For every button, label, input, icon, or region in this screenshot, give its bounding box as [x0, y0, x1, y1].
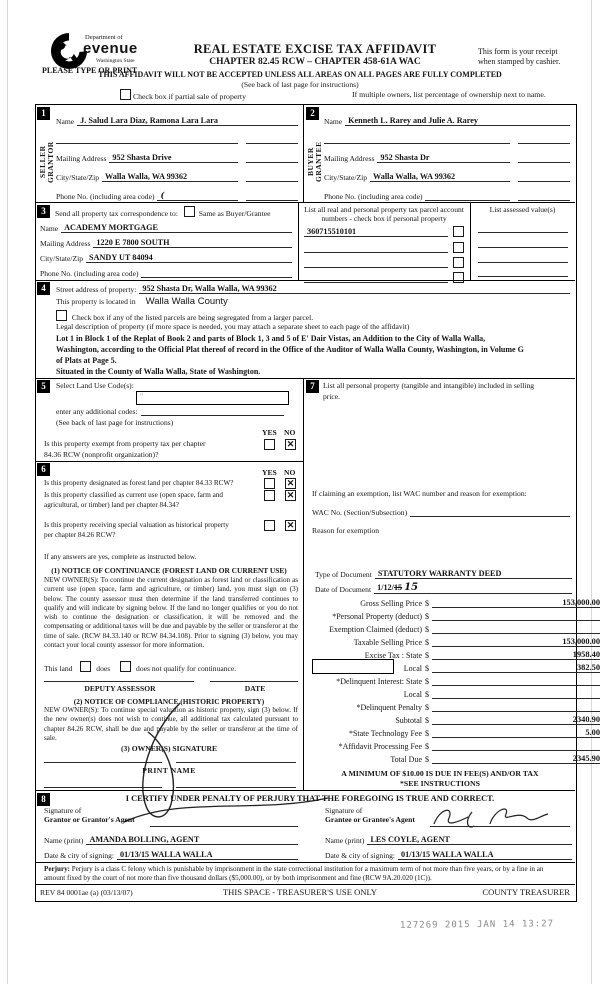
dollar-sign: $ — [425, 638, 429, 647]
perjury-text — [44, 865, 566, 883]
money-value[interactable]: 153,000.00 — [432, 598, 600, 608]
buyer-name-label: Name — [324, 117, 343, 126]
seller-pct-line[interactable] — [246, 143, 298, 144]
money-label: *State Technology Fee — [348, 729, 422, 738]
deputy-assessor-label: DEPUTY ASSESSOR — [84, 684, 156, 693]
dollar-sign: $ — [425, 664, 429, 673]
section-6-badge: 6 — [37, 463, 50, 476]
s6-q2-line2: agricultural, or timber) land per chapter 84.34? — [44, 501, 179, 509]
dollar-sign: $ — [425, 755, 429, 764]
x-mark: ✕ — [286, 478, 295, 488]
money-value[interactable] — [432, 620, 600, 621]
personal-property-line2: price. — [323, 392, 341, 401]
seller-csz-row — [56, 168, 298, 182]
s6-q1: Is this property designated as forest land per chapter 84.33 RCW? — [44, 479, 234, 487]
owner-signature-title: (3) OWNER(S) SIGNATURE — [120, 744, 218, 753]
money-value[interactable] — [432, 750, 600, 751]
money-value[interactable] — [432, 633, 600, 634]
dollar-sign: $ — [425, 742, 429, 751]
s5-q1-no-checkbox[interactable] — [285, 439, 296, 450]
grantee-date-label: Date & city of signing: — [325, 851, 396, 860]
land-use-code-value: " — [140, 392, 144, 401]
continuance-title: (1) NOTICE OF CONTINUANCE (FOREST LAND OR CURRENT USE) — [51, 566, 287, 575]
county-treasurer-label: COUNTY TREASURER — [482, 887, 570, 897]
grantee-name-row — [325, 832, 572, 845]
scan-edge-right — [591, 0, 592, 984]
grantee-date-value[interactable]: 01/13/15 WALLA WALLA — [398, 850, 572, 860]
segregated-row — [56, 310, 313, 322]
s6-no-header: NO — [284, 468, 296, 477]
qualify-row — [44, 661, 236, 673]
seller-side-label-1: SELLER — [38, 145, 47, 179]
parcel-row-3 — [304, 255, 464, 268]
s3-name-value[interactable]: ACADEMY MORTGAGE — [61, 223, 292, 233]
money-label: *Affidavit Processing Fee — [338, 742, 422, 751]
money-label: *Personal Property (deduct) — [332, 612, 422, 621]
buyer-pct-line[interactable] — [518, 143, 570, 144]
section-8-badge: 8 — [37, 793, 50, 806]
seller-mailing-label: Mailing Address — [56, 154, 107, 163]
grantor-name-value[interactable]: AMANDA BOLLING, AGENT — [86, 835, 298, 845]
money-row — [290, 596, 600, 608]
buyer-pct-line[interactable] — [518, 162, 570, 163]
money-label: *Delinquent Interest: State — [336, 677, 422, 686]
assessed-line-2[interactable] — [478, 247, 568, 248]
grantee-sig-label: Grantee or Grantee's Agent — [325, 815, 415, 824]
doc-type-row — [315, 566, 572, 579]
seller-csz-value[interactable]: Walla Walla, WA 99362 — [102, 172, 238, 182]
parcel-row-1 — [304, 224, 464, 237]
continuance-body: NEW OWNER(S): To continue the current designation as forest land or classification as current use (open space, farm and agriculture, or timber) land, you must sign on (3) below. The county assessor must then determine if the land transferred continues to qualify and will indicate by signing below. If the land no longer qualifies or you do not wish to continue the designation or classification, it will be removed and the compensating or additional taxes will be due and payable by the seller or transferor at the time of sale. (RCW 84.33.140 or RCW 84.34.108). Prior to signing (3) below, you may contact your local county assessor for more information. — [44, 576, 298, 650]
seller-csz-label: City/State/Zip — [56, 173, 100, 182]
money-value[interactable]: 2340.90 — [432, 715, 600, 725]
s6-q1-yes-checkbox[interactable] — [264, 478, 275, 489]
dollar-sign: $ — [425, 703, 429, 712]
dollar-sign: $ — [425, 677, 429, 686]
land-use-title: Select Land Use Code(s): — [56, 381, 134, 390]
buyer-csz-value[interactable]: Walla Walla, WA 99362 — [370, 172, 510, 182]
located-label: This property is located in — [56, 297, 136, 306]
money-value[interactable]: 2345.90 — [432, 754, 600, 764]
s6-q2-yes-checkbox[interactable] — [264, 490, 275, 501]
grantor-signature-line[interactable] — [150, 826, 298, 827]
s3-send-label: Send all property tax correspondence to: — [55, 209, 178, 218]
doc-type-label: Type of Document — [315, 570, 372, 579]
grantee-name-label: Name (print) — [325, 836, 365, 845]
receipt-note-2: when stamped by cashier. — [478, 57, 561, 66]
form-title: REAL ESTATE EXCISE TAX AFFIDAVIT — [193, 42, 437, 56]
money-row — [290, 700, 600, 712]
located-value[interactable]: Walla Walla County — [145, 296, 228, 307]
compliance-title: (2) NOTICE OF COMPLIANCE (HISTORIC PROPERTY) — [73, 697, 265, 706]
grantor-name-label: Name (print) — [44, 836, 84, 845]
additional-codes-row — [56, 404, 284, 416]
buyer-csz-label: City/State/Zip — [324, 173, 368, 182]
s6-yes-header: YES — [262, 468, 277, 477]
dollar-sign: $ — [425, 625, 429, 634]
money-label: Local — [403, 690, 422, 699]
s6-if-any: If any answers are yes, complete as instructed below. — [44, 553, 197, 561]
seller-mailing-row — [56, 149, 298, 163]
buyer-grantee-side-label — [307, 128, 323, 196]
money-value[interactable]: 382.50 — [432, 663, 600, 673]
parcel-3-value[interactable] — [304, 267, 448, 268]
seller-phone-value[interactable]: ( — [157, 190, 238, 201]
s6-q2-no-checkbox[interactable] — [285, 490, 296, 501]
qualify-label-3: does not qualify for continuance. — [136, 664, 237, 673]
money-value[interactable] — [432, 711, 600, 712]
does-checkbox[interactable] — [80, 661, 91, 672]
reason-label: Reason for exemption — [312, 526, 380, 535]
buyer-mailing-label: Mailing Address — [324, 154, 375, 163]
x-mark: ✕ — [286, 520, 295, 530]
buyer-mailing-row — [324, 149, 570, 163]
money-label: Taxable Selling Price — [353, 638, 422, 647]
money-row — [290, 739, 600, 751]
s5-no-header: NO — [284, 428, 296, 437]
logo-dept-text: Department of — [85, 34, 123, 41]
s5-seeback: (See back of last page for instructions) — [56, 418, 174, 427]
assessor-date-label: DATE — [244, 684, 266, 693]
wac-value[interactable] — [410, 516, 570, 517]
seller-extra-row — [56, 130, 298, 144]
legal-line-3: of Plats at Page 5. — [56, 356, 117, 365]
buyer-csz-row — [324, 168, 570, 182]
parcel-header-1: List all real and personal property tax parcel account — [304, 205, 464, 214]
s3-name-row — [40, 219, 292, 233]
s6-q3-line2: per chapter 84.26 RCW? — [44, 531, 116, 539]
grantee-signature-scribble — [428, 804, 558, 832]
money-row — [290, 713, 600, 725]
s5-yes-header: YES — [262, 428, 277, 437]
dollar-sign: $ — [425, 651, 429, 660]
logo-wa-text: Washington State — [96, 58, 135, 64]
parcel-1-value[interactable]: 360715510101 — [304, 227, 448, 237]
grantor-date-row — [44, 847, 298, 860]
buyer-extra-line[interactable] — [324, 143, 510, 144]
money-row — [290, 687, 600, 699]
buyer-side-label-2: GRANTEE — [314, 141, 323, 183]
buyer-pct-line[interactable] — [518, 200, 570, 201]
s3-csz-label: City/State/Zip — [40, 254, 84, 263]
s5-q1-yes-checkbox[interactable] — [264, 439, 275, 450]
buyer-mailing-value[interactable]: 952 Shasta Dr — [377, 153, 510, 163]
s3-mailing-value[interactable]: 1220 E 7800 SOUTH — [93, 238, 292, 248]
rule-s4-bottom — [35, 378, 575, 379]
minimum-fee-note: A MINIMUM OF $10.00 IS DUE IN FEE(S) AND/OR TAX — [341, 769, 539, 778]
street-address-row — [56, 281, 570, 294]
seller-name-row — [56, 112, 298, 126]
dollar-sign: $ — [425, 729, 429, 738]
multiple-owners-note: If multiple owners, list percentage of ownership next to name. — [352, 90, 546, 99]
doc-date-handwritten: 15 — [404, 582, 419, 593]
doc-date-printed: 1/12/ — [377, 583, 394, 592]
seller-extra-line[interactable] — [56, 143, 238, 144]
s3-csz-value[interactable]: SANDY UT 84094 — [86, 253, 292, 263]
parcel-3-checkbox[interactable] — [453, 257, 464, 268]
rule-perjury-top — [35, 862, 575, 863]
print-name-label: PRINT NAME — [142, 766, 196, 775]
buyer-extra-row — [324, 130, 570, 144]
legal-desc-text[interactable] — [56, 333, 572, 377]
logo-revenue-text: evenue — [83, 40, 138, 57]
form-rev-number: REV 84 0001ae (a) (03/13/07) — [40, 888, 133, 897]
qualify-label-1: This land — [44, 664, 73, 673]
rule-s8-top — [35, 790, 575, 791]
perjury-lead: Perjury: — [44, 865, 70, 873]
s3-send-row — [55, 206, 270, 218]
parcel-2-value[interactable] — [304, 252, 448, 253]
money-label: Exemption Claimed (deduct) — [329, 625, 422, 634]
s6-q1-no-checkbox[interactable] — [285, 478, 296, 489]
assessed-line-1[interactable] — [478, 232, 568, 233]
assessed-header: List assessed value(s) — [489, 205, 556, 214]
personal-property-line1: List all personal property (tangible and intangible) included in selling — [323, 381, 535, 390]
grantor-date-label: Date & city of signing: — [44, 851, 115, 860]
seller-buyer-divider — [303, 104, 304, 202]
treasurer-space-label: THIS SPACE - TREASURER'S USE ONLY — [222, 887, 378, 897]
buyer-pct-line[interactable] — [518, 181, 570, 182]
buyer-name-value[interactable]: Kenneth L. Rarey and Julie A. Rarey — [345, 116, 570, 126]
s3-phone-value[interactable] — [141, 277, 292, 278]
doc-date-struck: 15 — [393, 583, 403, 592]
wac-label: WAC No. (Section/Subsection) — [312, 508, 408, 517]
scan-edge-left — [7, 0, 8, 984]
located-row — [56, 296, 228, 307]
form-chapter: CHAPTER 82.45 RCW – CHAPTER 458-61A WAC — [209, 57, 421, 67]
seller-pct-line[interactable] — [246, 162, 298, 163]
x-mark: ✕ — [286, 439, 295, 449]
partial-sale-label: Check box if partial sale of property — [132, 92, 246, 101]
seller-pct-line[interactable] — [246, 181, 298, 182]
seller-side-label-2: GRANTOR — [46, 141, 55, 183]
dollar-sign: $ — [425, 599, 429, 608]
street-address-label: Street address of property: — [56, 285, 137, 294]
money-value[interactable] — [432, 685, 600, 686]
segregated-label: Check box if any of the listed parcels are being segregated from a larger parcel. — [71, 313, 314, 322]
section-4-badge: 4 — [37, 282, 50, 295]
money-row — [290, 726, 600, 738]
wac-intro: If claiming an exemption, list WAC number and reason for exemption: — [312, 489, 527, 498]
money-value[interactable]: 1958.40 — [432, 650, 600, 660]
s3-divider-1 — [298, 202, 299, 280]
s6-q2-line1: Is this property classified as current use (open space, farm and — [44, 491, 224, 499]
section-3-badge: 3 — [37, 205, 50, 218]
dollar-sign: $ — [425, 690, 429, 699]
parcel-header-2: numbers - check box if personal property — [321, 214, 447, 223]
grantor-name-row — [44, 832, 298, 845]
same-as-buyer-checkbox[interactable] — [184, 206, 195, 217]
money-value[interactable]: 153,000.00 — [432, 637, 600, 647]
buyer-phone-row — [324, 187, 570, 201]
dollar-sign: $ — [425, 612, 429, 621]
section-5-badge: 5 — [37, 380, 50, 393]
money-label: Excise Tax : State — [364, 651, 422, 660]
does-not-checkbox[interactable] — [120, 661, 131, 672]
rule-s12-bottom — [35, 202, 575, 203]
money-row — [290, 635, 600, 647]
wac-row — [312, 504, 570, 517]
s3-phone-row — [40, 264, 292, 278]
assessed-line-4[interactable] — [478, 276, 568, 277]
see-instructions-note: *SEE INSTRUCTIONS — [400, 779, 480, 788]
money-label: Total Due — [390, 755, 422, 764]
seller-name-value[interactable]: J. Salud Lara Diaz, Ramona Lara Lara — [77, 116, 298, 126]
assessed-line-3[interactable] — [478, 262, 568, 263]
legal-line-1: Lot 1 in Block 1 of the Replat of Book 2 and parts of Block 1, 3 and 5 of E' Dair Vistas, an Addition to the City of Walla Walla, — [56, 334, 486, 343]
section-1-badge: 1 — [37, 107, 50, 120]
money-label: Local — [403, 664, 422, 673]
seller-phone-row — [56, 187, 298, 201]
money-row — [290, 674, 600, 686]
seller-mailing-value[interactable]: 952 Shasta Drive — [109, 153, 238, 163]
buyer-side-label-1: BUYER — [306, 147, 315, 177]
s6-q3-yes-checkbox[interactable] — [264, 520, 275, 531]
grantee-date-row — [325, 847, 572, 860]
header-warning: THIS AFFIDAVIT WILL NOT BE ACCEPTED UNLESS ALL AREAS ON ALL PAGES ARE FULLY COMPLETED — [98, 70, 502, 79]
buyer-phone-label: Phone No. (including area code) — [324, 192, 423, 201]
seller-phone-label: Phone No. (including area code) — [56, 192, 155, 201]
buyer-name-row — [324, 112, 570, 126]
s3-divider-2 — [470, 202, 471, 280]
s3-name-label: Name — [40, 224, 59, 233]
additional-codes-label: enter any additional codes: — [56, 407, 138, 416]
doc-date-value[interactable] — [374, 582, 572, 594]
parcel-row-2 — [304, 240, 464, 253]
legal-line-4: Situated in the County of Walla Walla, State of Washington. — [56, 367, 261, 376]
rule-s5-bottom — [35, 461, 303, 462]
money-label: Subtotal — [395, 716, 422, 725]
perjury-body: Perjury is a class C felony which is punishable by imprisonment in the state correctional institution for a maximum term of not more than five years, or by a fine in an amount fixed by the court of not more than five thousand dollars ($5,000.00), or by both imprisonment and fine (RCW 9A.20.020 (1C)). — [44, 865, 544, 882]
x-mark: ✕ — [286, 490, 295, 500]
money-row — [290, 661, 600, 673]
money-value[interactable] — [432, 698, 600, 699]
grantor-date-value[interactable]: 01/13/15 WALLA WALLA — [117, 850, 298, 860]
parcel-1-checkbox[interactable] — [453, 226, 464, 237]
please-type-or-print: PLEASE TYPE OR PRINT — [42, 66, 138, 75]
s3-phone-label: Phone No. (including area code) — [40, 269, 139, 278]
s5-q1-line2: 84.36 RCW (nonprofit organization)? — [44, 450, 159, 459]
s3-mailing-row — [40, 234, 292, 248]
partial-sale-checkbox[interactable] — [120, 89, 131, 100]
money-row — [290, 622, 600, 634]
legal-line-2: Washington, according to the Official Plat thereof of record in the Office of the Auditor of Walla Walla County, Washington, in Volume G — [56, 345, 524, 354]
grantor-sig-of: Signature of — [44, 806, 82, 815]
doc-date-row — [315, 581, 572, 594]
s3-same-label: Same as Buyer/Grantee — [198, 209, 271, 218]
grantee-sig-of: Signature of — [325, 806, 363, 815]
grantee-name-value[interactable]: LES COYLE, AGENT — [367, 835, 572, 845]
legal-desc-label: Legal description of property (if more space is needed, you may attach a separate sheet to each page of the affidavit) — [56, 322, 410, 331]
s5-q1-line1: Is this property exempt from property tax per chapter — [44, 439, 206, 448]
segregated-checkbox[interactable] — [56, 310, 67, 321]
s6-q3-line1: Is this property receiving special valuation as historical property — [44, 521, 229, 529]
money-label: *Delinquent Penalty — [356, 703, 422, 712]
certify-statement: I CERTIFY UNDER PENALTY OF PERJURY THAT THE FOREGOING IS TRUE AND CORRECT. — [125, 794, 495, 803]
buyer-phone-value[interactable] — [425, 200, 510, 201]
seller-grantor-side-label — [39, 128, 55, 196]
doc-date-label: Date of Document — [315, 585, 372, 594]
cashier-stamp: 127269 2015 JAN 14 13:27 — [399, 919, 555, 931]
land-use-code-box[interactable] — [136, 391, 289, 405]
money-label: Gross Selling Price — [360, 599, 422, 608]
doc-type-value[interactable]: STATUTORY WARRANTY DEED — [375, 569, 572, 579]
street-address-value[interactable]: 952 Shasta Dr, Walla Walla, WA 99362 — [139, 284, 570, 294]
section-7-badge: 7 — [306, 380, 319, 393]
dollar-sign: $ — [425, 716, 429, 725]
section-2-badge: 2 — [306, 107, 319, 120]
money-row — [290, 752, 600, 764]
seller-pct-line[interactable] — [246, 200, 298, 201]
header-seeback: (See back of last page for instructions) — [241, 80, 359, 89]
compliance-body: NEW OWNER(S): To continue special valuation as historic property, sign (3) below. If the new owner(s) does not wish to continue, all additional tax calculated pursuant to chapter 84.26 RCW, shall be due and payable by the seller or transferor at the time of sale. — [44, 706, 298, 742]
partial-sale-row — [120, 89, 246, 101]
s3-csz-row — [40, 249, 292, 263]
parcel-2-checkbox[interactable] — [453, 242, 464, 253]
qualify-label-2: does — [96, 664, 111, 673]
rule-footer-top — [35, 884, 575, 885]
receipt-note-1: This form is your receipt — [478, 47, 558, 56]
grantor-sig-label: Grantor or Grantor's Agent — [44, 815, 135, 824]
deputy-assessor-line[interactable] — [44, 681, 194, 682]
money-value[interactable]: 5.00 — [432, 728, 600, 738]
additional-codes-value[interactable] — [141, 415, 284, 416]
seller-name-label: Name — [56, 117, 75, 126]
assessor-date-line[interactable] — [210, 681, 298, 682]
s6-q3-no-checkbox[interactable] — [285, 520, 296, 531]
money-row — [290, 609, 600, 621]
s3-mailing-label: Mailing Address — [40, 239, 91, 248]
